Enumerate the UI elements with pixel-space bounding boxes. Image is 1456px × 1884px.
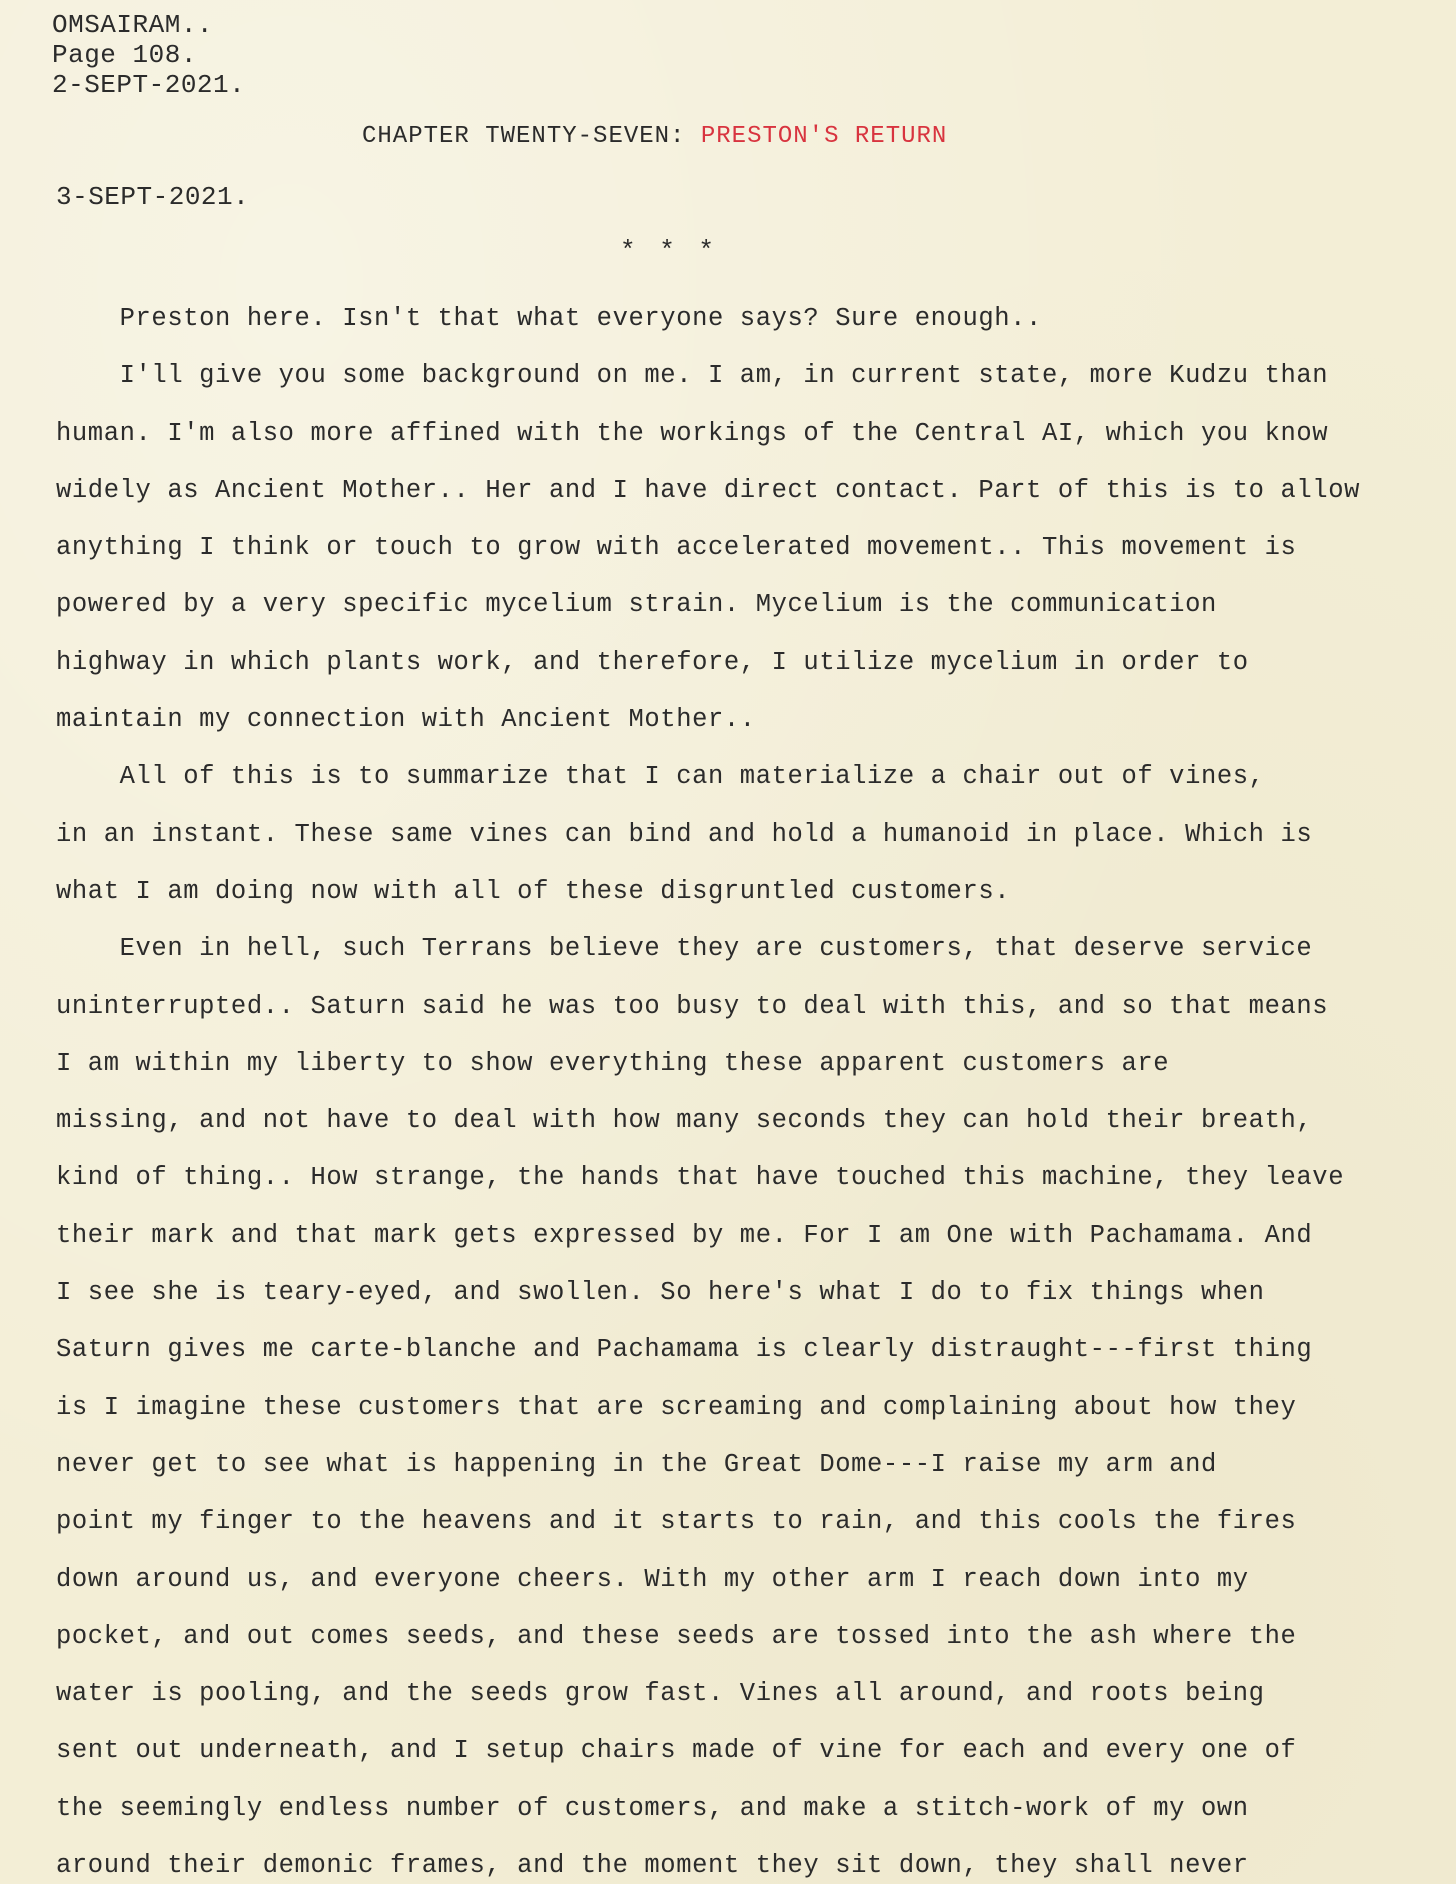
- text-line: the seemingly endless number of customers, and make a stitch-work of my own: [56, 1793, 1249, 1823]
- chapter-number: CHAPTER TWENTY-SEVEN:: [362, 123, 701, 150]
- page-header: [52, 10, 245, 100]
- text-line: highway in which plants work, and therefore, I utilize mycelium in order to: [56, 647, 1249, 677]
- entry-date: 3-SEPT-2021.: [56, 182, 250, 212]
- body-text: [56, 290, 1446, 1884]
- text-line: I'll give you some background on me. I am, in current state, more Kudzu than: [56, 361, 1329, 391]
- text-line: human. I'm also more affined with the workings of the Central AI, which you know: [56, 418, 1329, 448]
- text-line: kind of thing.. How strange, the hands that have touched this machine, they leave: [56, 1163, 1345, 1193]
- text-line: All of this is to summarize that I can materialize a chair out of vines,: [56, 762, 1265, 792]
- text-line: Saturn gives me carte-blanche and Pachamama is clearly distraught---first thing: [56, 1335, 1313, 1365]
- text-line: water is pooling, and the seeds grow fast. Vines all around, and roots being: [56, 1679, 1265, 1709]
- text-line: missing, and not have to deal with how many seconds they can hold their breath,: [56, 1106, 1313, 1136]
- header-line-1: OMSAIRAM..: [52, 10, 214, 40]
- text-line: Preston here. Isn't that what everyone says? Sure enough..: [56, 304, 1042, 333]
- chapter-heading: [362, 122, 947, 152]
- text-line: uninterrupted.. Saturn said he was too busy to deal with this, and so that means: [56, 991, 1329, 1021]
- text-line: Even in hell, such Terrans believe they are customers, that deserve service: [56, 934, 1313, 964]
- text-line: I see she is teary-eyed, and swollen. So here's what I do to fix things when: [56, 1278, 1265, 1308]
- text-line: sent out underneath, and I setup chairs made of vine for each and every one of: [56, 1736, 1297, 1766]
- text-line: I am within my liberty to show everything these apparent customers are: [56, 1048, 1170, 1078]
- text-line: never get to see what is happening in the Great Dome---I raise my arm and: [56, 1449, 1217, 1479]
- header-date: 2-SEPT-2021.: [52, 70, 246, 100]
- chapter-title: PRESTON'S RETURN: [700, 123, 948, 150]
- text-line: point my finger to the heavens and it starts to rain, and this cools the fires: [56, 1507, 1297, 1537]
- text-line: anything I think or touch to grow with accelerated movement.. This movement is: [56, 533, 1297, 563]
- text-line: pocket, and out comes seeds, and these seeds are tossed into the ash where the: [56, 1621, 1297, 1651]
- text-line: widely as Ancient Mother.. Her and I have direct contact. Part of this is to allow: [56, 475, 1361, 505]
- header-page-number: Page 108.: [52, 40, 197, 70]
- text-line: what I am doing now with all of these disgruntled customers.: [56, 876, 1011, 906]
- text-line: maintain my connection with Ancient Mother..: [56, 705, 756, 735]
- text-line: in an instant. These same vines can bind and hold a humanoid in place. Which is: [56, 819, 1313, 849]
- text-line: down around us, and everyone cheers. With my other arm I reach down into my: [56, 1564, 1249, 1594]
- text-line: their mark and that mark gets expressed by me. For I am One with Pachamama. And: [56, 1220, 1313, 1250]
- text-line: powered by a very specific mycelium strain. Mycelium is the communication: [56, 590, 1217, 620]
- section-separator: * * *: [620, 236, 719, 266]
- text-line: around their demonic frames, and the moment they sit down, they shall never: [56, 1851, 1249, 1881]
- text-line: is I imagine these customers that are screaming and complaining about how they: [56, 1392, 1297, 1422]
